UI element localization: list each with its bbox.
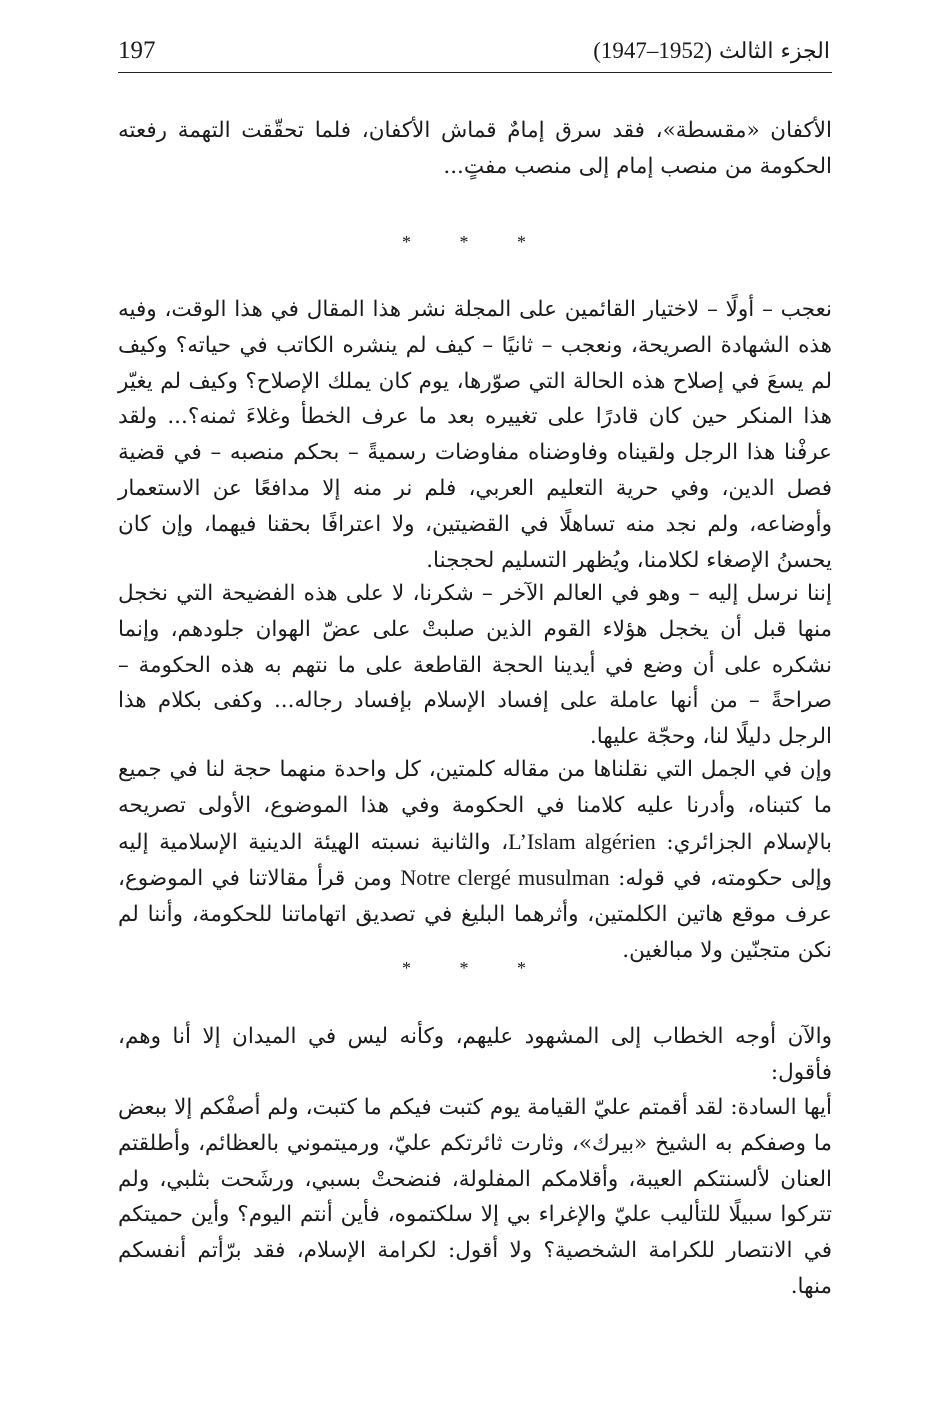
paragraph-5: والآن أوجه الخطاب إلى المشهود عليهم، وكأنه ليس في الميدان إلا أنا وهم، فأقول:	[118, 1024, 832, 1085]
paragraph-4-text-b: ، والثانية نسبته الهيئة الدينية الإسلامية إليه وإلى حكومته، في قوله:	[118, 829, 832, 892]
latin-phrase-notre-clerge: Notre clergé musulman	[400, 865, 610, 891]
header-rule	[118, 72, 832, 73]
paragraph-4	[118, 752, 832, 969]
page-header	[118, 30, 830, 74]
running-head	[593, 36, 830, 67]
section-separator-2: * * *	[402, 958, 548, 978]
page-number: 197	[118, 37, 156, 64]
paragraph-3: إننا نرسل إليه – وهو في العالم الآخر – شكرنا، لا على هذه الفضيحة التي نخجل منها قبل أن يخجل هؤلاء القوم الذين صلبتْ على عضّ الهوان جلودهم، وإنما نشكره على أن وضع في أيدينا الحجة القاطعة على ما نتهم به هذه الحكومة – صراحةً – من أنها عاملة على إفساد الإسلام بإفساد رجاله... وكفى بكلام هذا الرجل دليلًا لنا، وحجّة عليها.	[118, 581, 832, 750]
paragraph-4-text-a: وإن في الجمل التي نقلناها من مقاله كلمتين، كل واحدة منهما حجة لنا في جميع ما كتبناه، وأدرنا عليه كلامنا في الحكومة وفي هذا الموضوع، الأولى تصريحه بالإسلام الجزائري:	[118, 757, 833, 855]
paragraph-1: الأكفان «مقسطة»، فقد سرق إمامٌ قماش الأكفان، فلما تحقّقت التهمة رفعته الحكومة من منصب إمام إلى منصب مفتٍ...	[118, 118, 832, 179]
paragraph-2: نعجب – أولًا – لاختيار القائمين على المجلة نشر هذا المقال في هذا الوقت، وفيه هذه الشهادة الصريحة، ونعجب – ثانيًا – كيف لم ينشره الكاتب في حياته؟ وكيف لم يسعَ في إصلاح هذه الحالة التي صوّرها، يوم كان يملك الإصلاح؟ وكيف لم يغيّر هذا المنكر حين كان قادرًا على تغييره بعد ما عرف الخطأ وغلاءَ ثمنه؟... ولقد عرفْنا هذا الرجل ولقيناه وفاوضناه مفاوضات رسميةً – بحكم منصبه – في قضية فصل الدين، وفي حرية التعليم العربي، فلم نر منه إلا مدافعًا عن الاستعمار وأوضاعه، ولم نجد منه تساهلًا في القضيتين، ولا اعترافًا بحقنا فيهما، وإن كان يحسنُ الإصغاء لكلامنا، ويُظهر التسليم لحججنا.	[118, 297, 832, 573]
paragraph-6: أيها السادة: لقد أقمتم عليّ القيامة يوم كتبت فيكم ما كتبت، ولم أصفْكم إلا ببعض ما وصفكم به الشيخ «بيرك»، وثارت ثائرتكم عليّ، ورميتموني بالعظائم، وأطلقتم العنان لألسنتكم العيبة، وأقلامكم المفلولة، فنضحتْ بسبي، ورشَحت بثلبي، ولم تتركوا سبيلًا للتأليب عليّ والإغراء بي إلا سلكتموه، فأين أنتم اليوم؟ وأين حميتكم في الانتصار للكرامة الشخصية؟ ولا أقول: لكرامة الإسلام، فقد برّأتم أنفسكم منها.	[118, 1095, 832, 1299]
latin-phrase-islam-algerien: L’Islam algérien	[508, 828, 656, 854]
section-separator: * * *	[402, 232, 548, 252]
part-title: الجزء الثالث	[719, 39, 830, 64]
year-range: (1947–1952)	[593, 38, 713, 63]
paragraph-4-text-c: ومن قرأ مقالاتنا في الموضوع، عرف موقع هاتين الكلمتين، وأثرهما البليغ في تصديق اتهاماتنا للحكومة، وأننا لم نكن متجنّين ولا مبالغين.	[118, 866, 832, 963]
